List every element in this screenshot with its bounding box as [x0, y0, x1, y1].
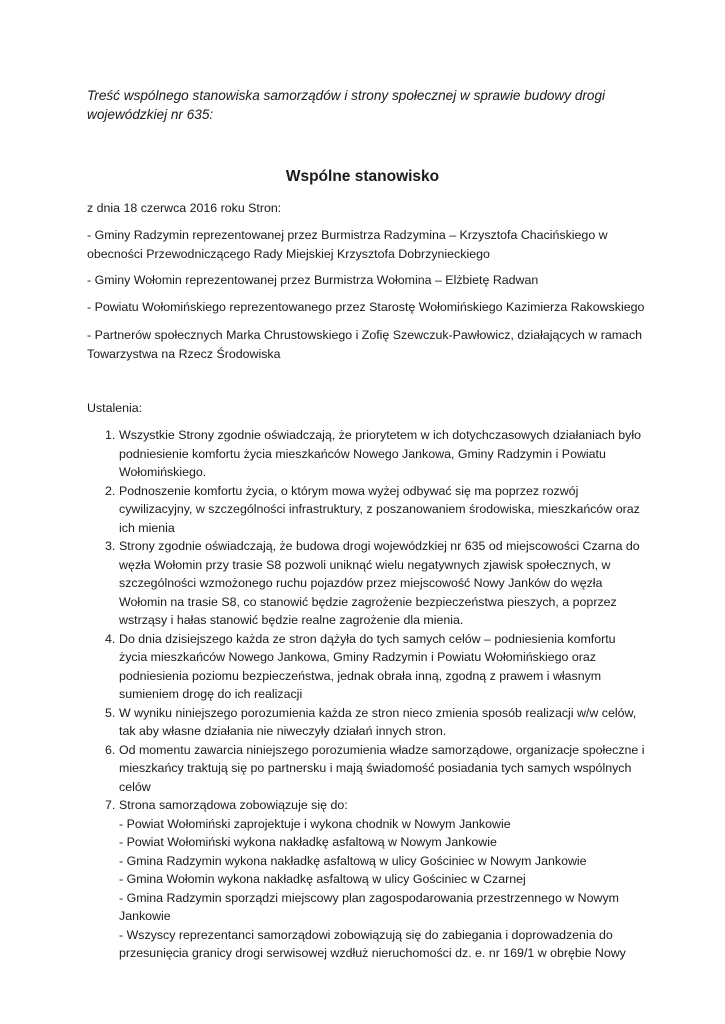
commitment-powiat-sidewalk: - Powiat Wołomiński zaprojektuje i wykona chodnik w Nowym Jankowie: [119, 816, 511, 831]
party-wolomin: - Gminy Wołomin reprezentowanej przez Burmistrza Wołomina – Elżbietę Radwan: [87, 273, 539, 287]
findings-label: Ustalenia:: [87, 401, 143, 415]
date-line: z dnia 18 czerwca 2016 roku Stron:: [87, 201, 282, 215]
list-item-number: 6.: [105, 742, 116, 757]
list-item-number: 7.: [105, 798, 116, 812]
list-item-number: 5.: [105, 705, 116, 720]
list-item-text: Strona samorządowa zobowiązuje się do:: [119, 798, 348, 812]
commitment-border-shift: - Wszyscy reprezentanci samorządowi zobowiązują się do zabiegania i doprowadzenia do przesunięcia granicy drogi serwisowej wzdłuż nieruchomości dz. e. nr 169/1 w obrębie Nowy: [119, 927, 626, 960]
party-social-partners: - Partnerów społecznych Marka Chrustowskiego i Zofię Szewczuk-Pawłowicz, działających w ramach Towarzystwa na Rzecz Środowiska: [87, 328, 643, 361]
commitment-wolomin-asphalt: - Gmina Wołomin wykona nakładkę asfaltową w ulicy Gościniec w Czarnej: [119, 872, 526, 886]
list-item-text: W wyniku niniejszego porozumienia każda ze stron nieco zmienia sposób realizacji w/w celów, tak aby własne działania nie niweczyły działań innych stron.: [119, 705, 637, 738]
list-item-text: Do dnia dzisiejszego każda ze stron dążyła do tych samych celów – podniesienia komfortu życia mieszkańców Nowego Jankowa, Gminy Radzymin i Powiatu Wołomińskiego oraz podniesienia poziomu bezpieczeństwa, jednak obrała inną, zgodną z prawem i własnym sumieniem drogę do ich realizacji: [119, 631, 616, 701]
list-item-number: 2.: [105, 483, 116, 498]
list-item: [87, 704, 647, 741]
list-item: [87, 796, 647, 963]
intro-text: Treść wspólnego stanowiska samorządów i strony społecznej w sprawie budowy drogi wojewódzkiej nr 635:: [87, 88, 606, 122]
party-powiat: - Powiatu Wołomińskiego reprezentowanego przez Starostę Wołomińskiego Kazimierza Rakowskiego: [87, 300, 645, 314]
list-item-number: 3.: [105, 539, 116, 553]
list-item: [87, 482, 647, 538]
party-radzymin: - Gminy Radzymin reprezentowanej przez Burmistrza Radzymina – Krzysztofa Chacińskiego w obecności Przewodniczącego Rady Miejskiej Krzysztofa Dobrzynieckiego: [87, 228, 608, 261]
commitment-powiat-asphalt: - Powiat Wołomiński wykona nakładkę asfaltową w Nowym Jankowie: [119, 835, 497, 849]
findings-list: [87, 426, 647, 963]
document-title: Wspólne stanowisko: [285, 168, 440, 185]
commitment-radzymin-asphalt: - Gmina Radzymin wykona nakładkę asfaltową w ulicy Gościniec w Nowym Jankowie: [119, 853, 587, 868]
list-item-text: Podnoszenie komfortu życia, o którym mowa wyżej odbywać się ma poprzez rozwój cywilizacyjny, w szczególności infrastruktury, z poszanowaniem środowiska, mieszkańców oraz ich mienia: [119, 483, 640, 535]
list-item-text: Strony zgodnie oświadczają, że budowa drogi wojewódzkiej nr 635 od miejscowości Czarna do węzła Wołomin przy trasie S8 pozwoli uniknąć wielu negatywnych zjawisk społecznych, w szczególności wzmożonego ruchu pojazdów przez miejscowość Nowy Janków do węzła Wołomin na trasie S8, co stanowić będzie zagrożenie bezpieczeństwa pieszych, a poprzez wstrząsy i hałas stanowić będzie realne zagrożenie dla mienia.: [119, 539, 640, 627]
list-item-number: 1.: [105, 428, 116, 442]
list-item-number: 4.: [105, 631, 116, 646]
commitment-radzymin-plan: - Gmina Radzymin sporządzi miejscowy plan zagospodarowania przestrzennego w Nowym Jankowie: [119, 890, 619, 923]
list-item: [87, 537, 647, 630]
list-item: [87, 630, 647, 704]
list-item: [87, 741, 647, 797]
list-item-text: Wszystkie Strony zgodnie oświadczają, że priorytetem w ich dotychczasowych działaniach było podniesienie komfortu życia mieszkańców Nowego Jankowa, Gminy Radzymin i Powiatu Wołomińskiego.: [119, 428, 642, 479]
list-item: [87, 426, 647, 482]
list-item-text: Od momentu zawarcia niniejszego porozumienia władze samorządowe, organizacje społeczne i mieszkańcy traktują się po partnersku i mają świadomość posiadania tych samych wspólnych celów: [119, 742, 645, 794]
